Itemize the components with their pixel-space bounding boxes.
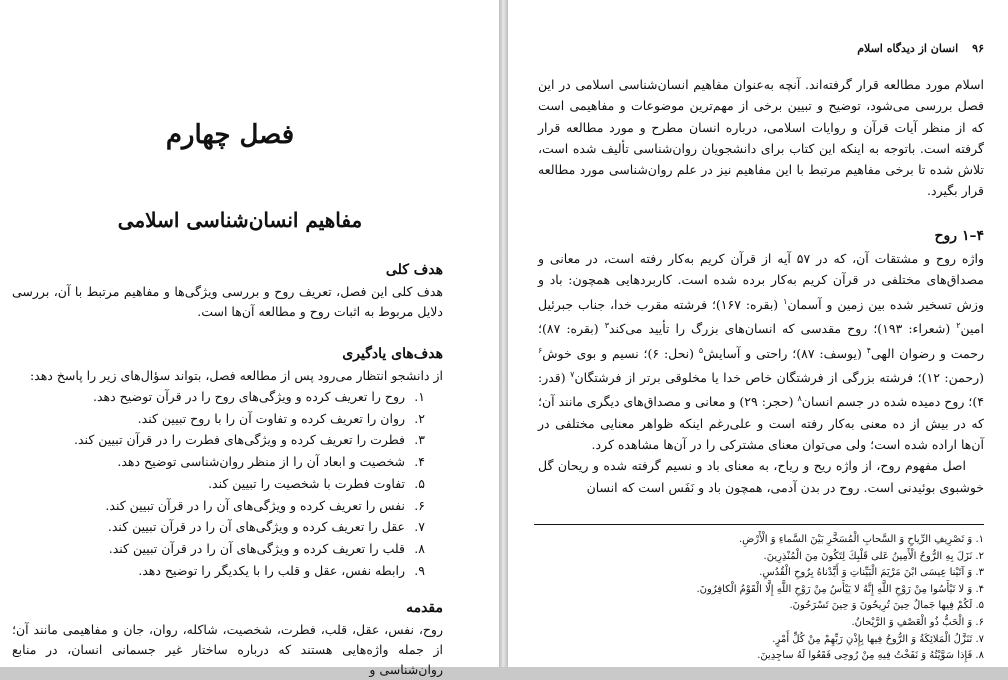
text-run: (بقره: ۱۶۷)؛ فرشته مقرب خدا، جناب جبرئیل امین [538, 296, 984, 337]
list-item-number: ۸. [414, 540, 425, 556]
list-item [12, 451, 425, 473]
footnote: ۳. وَ آتَیْنا عِیسَى ابْنَ مَرْیَمَ الْبَیِّناتِ وَ أَیَّدْناهُ بِرُوحِ الْقُدُسِ. [759, 567, 984, 579]
intro-paragraph: اسلام مورد مطالعه قرار گرفته‌اند. آنچه به‌عنوان مفاهیم انسان‌شناسی اسلامی در این فصل بررسی می‌شود، توضیح و تبیین برخی از مهم‌ترین موضوعات و مفاهیمی است که از منظر آیات قرآن و روایات اسلامی، درباره انسان مطرح و مورد مطالعه قرار گرفته است. باتوجه به اینکه این کتاب برای دانشجویان روان‌شناسی تألیف شده است، تلاش شده تا برخی مفاهیم مرتبط با این مفاهیم نیز در علم روان‌شناسی مورد مطالعه قرار بگیرد. [538, 77, 984, 199]
list-item [12, 538, 425, 560]
spirit-section [538, 228, 984, 498]
list-item-number: ۷. [414, 519, 425, 535]
general-goal-heading: هدف کلی [385, 262, 443, 278]
list-item-text: روح را تعریف کرده و ویژگی‌های روح را در قرآن توضیح دهد. [93, 389, 406, 404]
list-item-text: تفاوت فطرت با شخصیت را تبیین کند. [208, 475, 406, 491]
list-item [12, 386, 425, 408]
left-page [0, 0, 499, 677]
text-run: واژه روح و مشتقات آن، که در ۵۷ آیه از قرآن کریم به‌کار رفته است، در معانی و مصداق‌های مختلفی در قرآن کریم به‌کار برده شده است. کاربردهایی همچون: باد و وزش تسخیر شده بین زمین و آسمان [538, 251, 985, 312]
list-item-number: ۹. [414, 562, 425, 578]
footnote: ۴. وَ لا تَیْأَسُوا مِنْ رَوْحِ اللَّهِ إِنَّهُ لا یَیْأَسُ مِنْ رَوْحِ اللَّهِ إِلَّا الْقَوْمُ الْكافِرُونَ. [696, 583, 984, 595]
list-item-number: ۳. [414, 432, 425, 448]
text-run: (یوسف: ۸۷)؛ راحتی و آسایش [703, 345, 867, 361]
section-heading: ۴–۱ روح [934, 228, 984, 244]
list-item [12, 560, 425, 582]
introduction-heading: مقدمه [406, 600, 443, 616]
text-run: (نحل: ۶)؛ نسیم و بوی خوش [542, 345, 699, 361]
footnote-ref: ۷ [570, 369, 575, 379]
list-item-text: روان را تعریف کرده و تفاوت آن را با روح تبیین کند. [137, 410, 406, 426]
list-item-text: فطرت را تعریف کرده و ویژگی‌های فطرت را در قرآن تبیین کند. [74, 432, 406, 448]
footnote: ۷. تَنَزَّلُ الْمَلائِكَةُ وَ الرُّوحُ فِیها بِإِذْنِ رَبِّهِمْ مِنْ كُلِّ أَمْرٍ. [772, 633, 984, 645]
book-gutter [499, 0, 508, 667]
right-page [508, 0, 1008, 667]
list-item-text: عقل را تعریف کرده و ویژگی‌های آن را در قرآن تبیین کند. [107, 519, 406, 535]
footnote: ۱. وَ تَصْرِیفِ الرِّیاحِ وَ السَّحابِ الْمُسَخَّرِ بَیْنَ السَّماءِ وَ الْأَرْضِ. [739, 534, 984, 545]
text-run: (قدر: ۴)؛ روح دمیده شده در جسم انسان [538, 370, 984, 410]
section-paragraph-1 [538, 248, 984, 455]
section-paragraph-2: اصل مفهوم روح، از واژه ریح و ریاح، به معنای باد و نسیم گرفته شده و ریحان گل خوشبوی بوئیدنی است. روح در بدن آدمی، همچون باد و نَفَس است که انسان [538, 458, 984, 495]
list-item-number: ۲. [414, 410, 425, 426]
learning-objectives-list [12, 386, 443, 581]
footnote-ref: ۶ [538, 345, 543, 355]
text-run: (حجر: ۲۹) و معانی و مصداق‌های دیگری مانند آن؛ که در بیش از ده معنی به‌کار رفته است و علی‌رغم اینکه ظواهر معنایی مختلفی در آن‌ها اراده شده است؛ ولی می‌توان معنای مشترکی را در آن‌ها مشاهده کرد. [538, 394, 984, 453]
list-item [12, 429, 425, 451]
footnote-ref: ۴ [866, 345, 871, 355]
text-run: (رحمن: ۱۲)؛ فرشته بزرگی از فرشتگان خاص خدا یا مخلوقی برتر از فرشتگان [574, 370, 984, 386]
list-item [12, 495, 425, 517]
running-header [548, 42, 984, 55]
chapter-title: فصل چهارم [165, 120, 295, 150]
list-item [12, 516, 425, 538]
footnote: ۶. وَ الْحَبُّ ذُو الْعَصْفِ وَ الرَّیْحانُ. [851, 616, 984, 628]
learning-objectives-section [12, 346, 443, 581]
footnotes [538, 532, 984, 665]
footnote-ref: ۲ [956, 321, 961, 331]
list-item [12, 408, 425, 430]
footnote: ۸. فَإِذا سَوَّیْتُهُ وَ نَفَخْتُ فِیهِ مِنْ رُوحِی فَقَعُوا لَهُ ساجِدِینَ. [757, 650, 984, 662]
list-item [12, 473, 425, 495]
list-item-number: ۶. [414, 497, 425, 513]
footnote-divider [534, 524, 984, 525]
list-item-number: ۱. [414, 389, 425, 404]
intro-paragraph-block [538, 74, 984, 202]
footnote-ref: ۸ [797, 394, 802, 404]
footnote: ۲. نَزَلَ بِهِ الرُّوحُ الْأَمِینُ عَلى قَلْبِكَ لِتَكُونَ مِنَ الْمُنْذِرِینَ. [763, 550, 984, 562]
list-item-text: شخصیت و ابعاد آن را از منظر روان‌شناسی توضیح دهد. [117, 454, 406, 470]
running-head-title: انسان از دیدگاه اسلام [857, 42, 959, 55]
introduction-text: روح، نفس، عقل، قلب، فطرت، شخصیت، شاکله، روان، جان و مفاهیمی مانند آن؛ از جمله واژه‌هایی هستند که درباره ساختار غیر جسمانی انسان، در منابع روان‌شناسی و [12, 622, 443, 677]
text-run: (شعراء: ۱۹۳)؛ روح مقدسی که انسان‌های بزرگ را تأیید می‌کند [608, 321, 957, 337]
footnote: ۵. لَكُمْ فِیها جَمالٌ حِینَ تُرِیحُونَ وَ حِینَ تَسْرَحُونَ. [789, 600, 984, 612]
chapter-main-title: مفاهیم انسان‌شناسی اسلامی [117, 208, 363, 232]
introduction-section [12, 600, 443, 680]
page-number: ۹۶ [972, 42, 984, 55]
footnote-ref: ۱ [783, 296, 788, 306]
footnote-ref: ۵ [698, 345, 704, 355]
learning-objectives-intro: از دانشجو انتظار می‌رود پس از مطالعه فصل، بتواند سؤال‌های زیر را پاسخ دهد: [29, 368, 443, 383]
list-item-number: ۵. [414, 475, 425, 491]
list-item-text: قلب را تعریف کرده و ویژگی‌های آن را در قرآن تبیین کند. [108, 540, 406, 556]
general-goal-section [12, 262, 443, 322]
footnote-ref: ۳ [604, 321, 609, 331]
general-goal-text: هدف کلی این فصل، تعریف روح و بررسی ویژگی‌ها و مفاهیم مرتبط با آن، بررسی دلایل مربوط به اثبات روح و مطالعه آن‌ها است. [12, 284, 443, 319]
list-item-text: رابطه نفس، عقل و قلب را با یکدیگر را توضیح دهد. [138, 562, 406, 578]
text-run: (بقره: ۸۷)؛ رحمت و رضوان الهی [538, 321, 985, 361]
list-item-number: ۴. [414, 454, 425, 470]
learning-objectives-heading: هدف‌های یادگیری [342, 346, 443, 362]
list-item-text: نفس را تعریف کرده و ویژگی‌های آن را در قرآن تبیین کند. [105, 497, 406, 513]
